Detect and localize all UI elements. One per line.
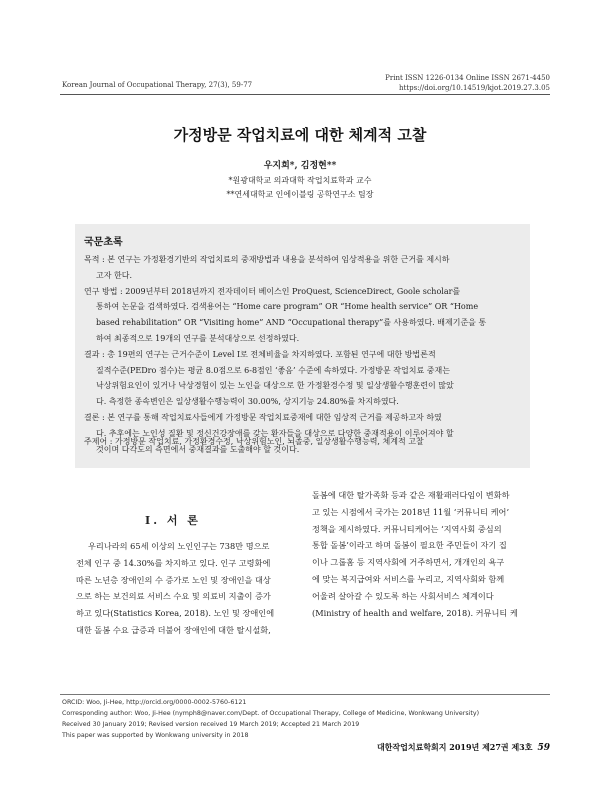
header-divider — [60, 94, 550, 95]
abstract-method-line: based rehabilitation” OR “Visiting home” AND “Occupational therapy”를 사용하였다. 배제기준을 통 — [96, 318, 487, 328]
footnotes — [62, 697, 552, 741]
abstract-method-line: 하여 최종적으로 19개의 연구를 분석대상으로 선정하였다. — [96, 333, 300, 343]
abstract-method-line: 통하여 논문을 검색하였다. 검색용어는 “Home care program” OR “Home health service” OR “Home — [96, 302, 479, 312]
body-line: 통합 돌봄’이라고 하며 돌봄이 필요한 주민들이 자기 집 — [312, 540, 507, 551]
abstract-results-line: 결과 : 총 19편의 연구는 근거수준이 Level Ⅰ로 전체비율을 차지하였다. 포함된 연구에 대한 방법론적 — [84, 349, 436, 359]
abstract-results-line: 낙상위험요인이 있거나 낙상경험이 있는 노인을 대상으로 한 가정환경수정 및 일상생활수행훈련이 많았 — [96, 381, 454, 391]
abstract-method-line: 연구 방법 : 2009년부터 2018년까지 전자데이터 베이스인 ProQuest, ScienceDirect, Goole scholar를 — [84, 286, 461, 296]
affiliation-1: *원광대학교 의과대학 작업치료학과 교수 — [228, 176, 372, 185]
footnote-funding: This paper was supported by Wonkwang university in 2018 — [62, 732, 249, 739]
body-line: 에 맞는 복지급여와 서비스를 누리고, 지역사회와 함께 — [312, 573, 505, 584]
body-line: 하고 있다(Statistics Korea, 2018). 노인 및 장애인에 — [76, 608, 275, 619]
abstract-body — [84, 252, 524, 457]
keywords-line: 주제어 : 가정방문 작업치료, 가정환경수정, 낙상위험노인, 뇌졸중, 일상생활수행능력, 체계적 고찰 — [84, 437, 424, 446]
abstract-heading: 국문초록 — [84, 237, 123, 248]
body-line: 이나 그룹홈 등 지역사회에 거주하면서, 개개인의 욕구 — [312, 557, 505, 568]
section-heading-introduction: Ⅰ. 서 론 — [145, 514, 201, 527]
author-list: 우지희*, 김정현** — [263, 161, 337, 171]
body-line: 우리나라의 65세 이상의 노인인구는 738만 명으로 — [88, 541, 270, 551]
doi-link[interactable]: https://doi.org/10.14519/kjot.2019.27.3.05 — [398, 84, 550, 92]
abstract-purpose-line: 목적 : 본 연구는 가정환경기반의 작업치료의 중재방법과 내용을 분석하여 임상적용을 위한 근거를 제시하 — [84, 255, 450, 264]
abstract-results-line: 질적수준(PEDro 점수)는 평균 8.0점으로 6-8점인 ‘좋음’ 수준에 속하였다. 가정방문 작업치료 중재는 — [96, 365, 450, 375]
issn-doi-block — [385, 73, 550, 93]
body-line: 전체 인구 중 14.30%를 차지하고 있다. 인구 고령화에 — [76, 557, 271, 568]
body-line: 따른 노년층 장애인의 수 증가로 노인 및 장애인을 대상 — [76, 574, 271, 585]
journal-citation: Korean Journal of Occupational Therapy, 27(3), 59-77 — [62, 81, 253, 89]
journal-footer — [377, 742, 550, 753]
paper-title: 가정방문 작업치료에 대한 체계적 고찰 — [173, 126, 427, 144]
issn-line: Print ISSN 1226-0134 Online ISSN 2671-4450 — [385, 74, 550, 82]
abstract-purpose-line: 고자 한다. — [96, 270, 132, 280]
body-column-left — [76, 538, 276, 639]
footnote-corresponding: Corresponding author: Woo, Ji-Hee (nymph8@naver.com/Dept. of Occupational Therapy, College of Medicine, Wonkwang University) — [62, 710, 480, 717]
footnote-dates: Received 30 January 2019; Revised version received 19 March 2019; Accepted 21 March 2019 — [62, 721, 360, 728]
body-line: (Ministry of health and welfare, 2018). 커뮤니티 케 — [312, 607, 518, 618]
abstract-conclusion-line: 것이며 다각도의 측면에서 중재결과를 도출해야 할 것이다. — [96, 444, 300, 454]
body-line: 돌봄에 대한 탈가족화 등과 같은 재활패러다임이 변화하 — [312, 490, 510, 500]
body-line: 대한 돌봄 수요 급증과 더불어 장애인에 대한 탈시설화, — [76, 624, 271, 635]
footnote-divider — [60, 694, 550, 695]
page-number: 59 — [537, 743, 550, 753]
footnote-orcid[interactable]: ORCID: Woo, Ji-Hee, http://orcid.org/0000-0002-5760-6121 — [62, 699, 247, 706]
body-column-right — [312, 487, 527, 621]
journal-footer-text: 대한작업치료학회지 2019년 제27권 제3호 — [376, 742, 533, 752]
body-line: 으로 하는 보건의료 서비스 수요 및 의료비 지출이 증가 — [76, 591, 271, 602]
body-line: 정책을 제시하였다. 커뮤니티케어는 ‘지역사회 중심의 — [312, 523, 502, 534]
affiliation-2: **연세대학교 인에이블링 공학연구소 팀장 — [226, 190, 374, 199]
abstract-results-line: 다. 측정한 종속변인은 일상생활수행능력이 30.00%, 상지기능 24.80%를 차지하였다. — [96, 397, 399, 407]
body-line: 어울려 살아갈 수 있도록 하는 사회서비스 체계이다 — [312, 590, 494, 601]
abstract-conclusion-line: 결론 : 본 연구를 통해 작업치료사들에게 가정방문 작업치료중재에 대한 임상적 근거를 제공하고자 하였 — [84, 412, 442, 422]
abstract-conclusion-line: 다. 추후에는 노인성 질환 및 정신건강장애를 갖는 환자들을 대상으로 다양한 중재적용이 이루어져야 할 — [96, 428, 454, 438]
body-line: 고 있는 시점에서 국가는 2018년 11월 ‘커뮤니티 케어’ — [312, 506, 510, 517]
